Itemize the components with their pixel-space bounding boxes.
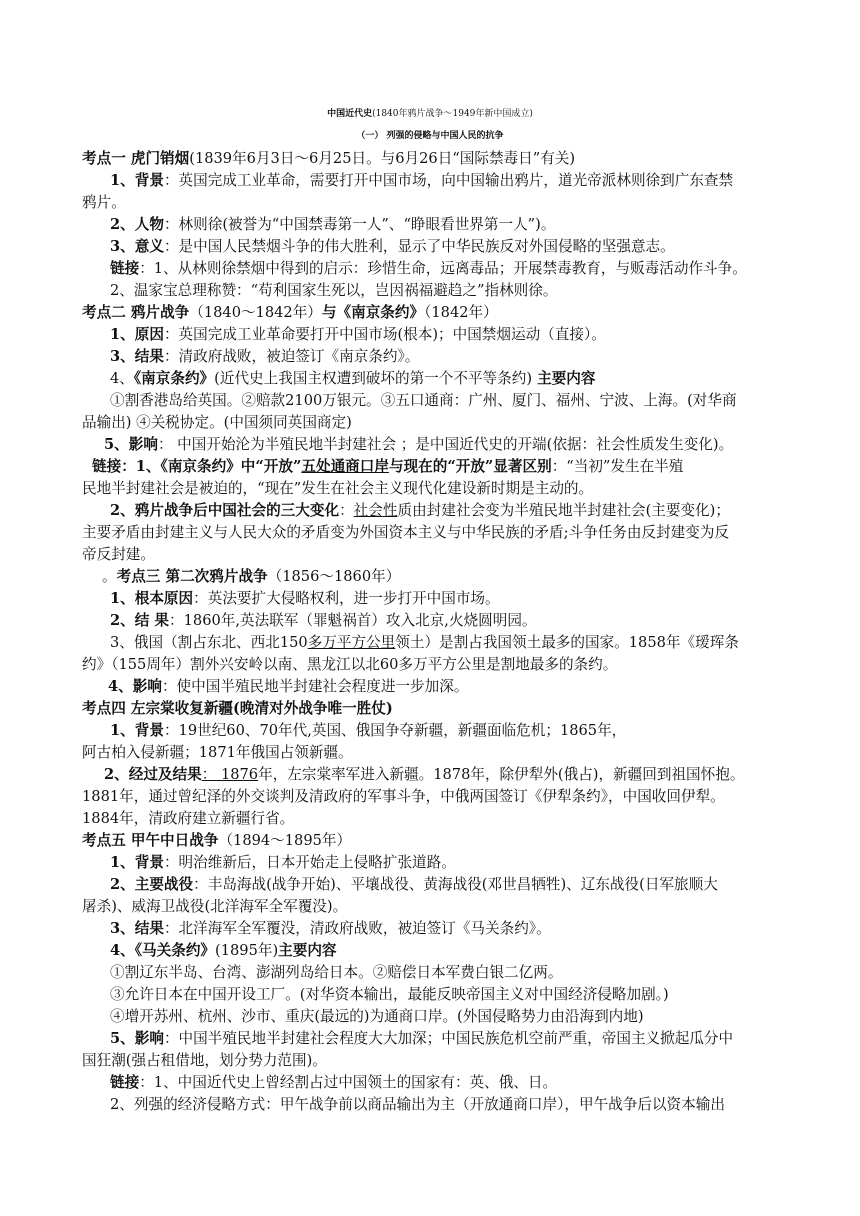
k1-bg-text: ：英国完成工业革命，需要打开中国市场，向中国输出鸦片，道光帝派林则徐到广东查禁: [163, 172, 734, 189]
k5-background: [110, 853, 456, 873]
k2-treaty-label: 《南京条约》: [133, 370, 215, 387]
section-heading: （一） 列强的侵略与中国人民的抗争: [356, 131, 504, 141]
k5-link1: [110, 1073, 557, 1093]
k5-battles: [110, 875, 718, 895]
k1-person: [110, 215, 555, 235]
k4-course-text: 年，左宗棠率军进入新疆。1878年，除伊犁外(俄占)，新疆回到祖国怀抱。: [258, 766, 745, 783]
k5-impact: [110, 1029, 733, 1049]
k4-bg-cont: 阿古柏入侵新疆；1871年俄国占领新疆。: [82, 744, 353, 761]
k1-heading-rest: (1839年6月3日～6月25日。与6月26日“国际禁毒日”有关): [189, 150, 576, 167]
k3-root: [110, 589, 500, 609]
title-bold: 中国近代史: [327, 109, 373, 119]
k2-cause-text: ：英国完成工业革命要打开中国市场(根本)；中国禁烟运动（直接）。: [163, 326, 606, 343]
k3-heading-rest: （1856～1860年）: [267, 568, 401, 585]
k3-russia-pre: 3、俄国（割占东北、西北150: [110, 634, 308, 651]
k1-bg-cont: 鸦片。: [82, 194, 126, 211]
k2-link-cont: 民地半封建社会是被迫的，“现在”发生在社会主义现代化建设新时期是主动的。: [82, 480, 594, 497]
k5-battle-label: 2、主要战役: [110, 876, 194, 893]
k1-meaning: [110, 237, 675, 257]
k2-treaty-pre: 4、: [110, 370, 134, 387]
k2-treaty: [110, 369, 595, 389]
k1-meaning-label: 3、意义: [110, 238, 164, 255]
k5-heading-bold: 考点五 甲午中日战争: [82, 832, 219, 849]
k5-heading: [82, 831, 351, 851]
k2-link: [92, 457, 683, 477]
k2-heading-bold: 考点二 鸦片战争: [82, 304, 190, 321]
k1-person-text: ：林则徐(被誉为“中国禁毒第一人”、“睁眼看世界第一人”)。: [163, 216, 556, 233]
k2-treaty-items2: 品输出) ④关税协定。(中国须同英国商定): [82, 414, 352, 431]
k2-heading-mid: （1840～1842年）: [189, 304, 322, 321]
k2-link-underlined: 五处通商口岸: [301, 458, 389, 475]
k5-bg-text: ：明治维新后，日本开始走上侵略扩张道路。: [163, 854, 456, 871]
k3-heading: [102, 567, 400, 587]
k1-person-label: 2、人物: [110, 216, 164, 233]
k5-treaty: [110, 941, 337, 961]
k1-background: [110, 171, 733, 191]
k2-change-cont2: 帝反封建。: [82, 546, 155, 563]
k3-heading-bold: 考点三 第二次鸦片战争: [116, 568, 268, 585]
k1-bg-label: 1、背景: [110, 172, 164, 189]
k5-result-text: ：北洋海军全军覆没，清政府战败，被迫签订《马关条约》。: [163, 920, 551, 937]
k4-background: [110, 721, 626, 741]
k5-battle-cont: 屠杀)、威海卫战役(北洋海军全军覆没)。: [82, 898, 348, 915]
k5-impact-text: ：中国半殖民地半封建社会程度大大加深；中国民族危机空前严重，帝国主义掀起瓜分中: [163, 1030, 734, 1047]
k5-result-label: 3、结果: [110, 920, 164, 937]
k1-link1-text: ：1、从林则徐禁烟中得到的启示：珍惜生命，远离毒品；开展禁毒教育，与贩毒活动作斗争。: [139, 260, 747, 277]
k5-treaty-bold: 主要内容: [278, 942, 337, 959]
k4-course-underlined: ： 1876: [201, 766, 259, 783]
k4-bg-text: ：19世纪60、70年代,英国、俄国争夺新疆，新疆面临危机；1865年，: [163, 722, 627, 739]
k5-impact-cont: 国狂潮(强占租借地，划分势力范围)。: [82, 1052, 327, 1069]
k1-heading-bold: 考点一 虎门销烟: [82, 150, 190, 167]
k4-bg-label: 1、背景: [110, 722, 164, 739]
k4-heading: 考点四 左宗棠收复新疆(晚清对外战争唯一胜仗): [82, 700, 393, 717]
k5-result: [110, 919, 551, 939]
k2-change-label: 2、鸦片战争后中国社会的三大变化: [110, 502, 340, 519]
k3-course: [110, 611, 537, 631]
k3-root-text: ：英法要扩大侵略权利，进一步打开中国市场。: [193, 590, 500, 607]
k1-link-label: 链接: [110, 260, 140, 277]
k2-change: [110, 501, 730, 521]
k3-russia-post: 领土）是割占我国领土最多的国家。1858年《瑷珲条: [395, 634, 739, 651]
k2-heading-bold2: 与《南京条约》: [321, 304, 425, 321]
k3-russia-underlined: 多万平方公里: [307, 634, 396, 651]
k2-cause-label: 1、原因: [110, 326, 164, 343]
k5-impact-label: 5、影响: [110, 1030, 164, 1047]
k5-treaty-pre: 4、《马关条约》: [110, 942, 216, 959]
k2-link-text: ：“当初”发生在半殖: [551, 458, 684, 475]
k2-change-cont: 主要矛盾由封建主义与人民大众的矛盾变为外国资本主义与中华民族的矛盾;斗争任务由反封建变为反: [82, 524, 730, 541]
k2-link-bold-end: 与现在的“开放”显著区别: [388, 458, 552, 475]
k5-heading-rest: （1894～1895年）: [218, 832, 352, 849]
k4-course-cont: 1881年，通过曾纪泽的外交谈判及清政府的军事斗争，中俄两国签订《伊犁条约》，中国收回伊犁。: [82, 788, 725, 805]
k2-treaty-items: ①割香港岛给英国。②赔款2100万银元。③五口通商：广州、厦门、福州、宁波、上海。(对华商: [110, 392, 737, 409]
k4-course-cont2: 1884年，清政府建立新疆行省。: [82, 810, 295, 827]
k1-meaning-text: ：是中国人民禁烟斗争的伟大胜利，显示了中华民族反对外国侵略的坚强意志。: [163, 238, 675, 255]
k2-heading: [82, 303, 498, 323]
k3-root-label: 1、根本原因: [110, 590, 194, 607]
k2-link-label: 链接：1、《南京条约》中“开放”: [92, 458, 302, 475]
k5-link2: 2、列强的经济侵略方式：甲午战争前以商品输出为主（开放通商口岸），甲午战争后以资本输出: [110, 1096, 725, 1113]
k2-change-underlined: 社会性: [353, 502, 398, 519]
k2-change-colon: ：: [339, 502, 354, 519]
k3-impact-text: ：使中国半殖民地半封建社会程度进一步加深。: [161, 678, 469, 695]
k5-treaty-mid: (1895年): [215, 942, 279, 959]
k2-result-label: 3、结果: [110, 348, 164, 365]
k3-lead: 。: [102, 568, 117, 585]
k2-heading-end: （1842年）: [424, 304, 498, 321]
k1-link1: [110, 259, 747, 279]
k3-course-label: 2、结 果: [110, 612, 170, 629]
k2-treaty-bold: 主要内容: [532, 370, 596, 387]
k5-item1: ①割辽东半岛、台湾、澎湖列岛给日本。②赔偿日本军费白银二亿两。: [110, 964, 563, 981]
k1-link2: 2、温家宝总理称赞：“苟利国家生死以，岂因祸福避趋之”指林则徐。: [110, 282, 558, 299]
k2-impact-label: 5、影响: [104, 436, 158, 453]
k3-russia: [110, 633, 739, 653]
k5-bg-label: 1、背景: [110, 854, 164, 871]
k2-treaty-mid: (近代史上我国主权遭到破坏的第一个不平等条约): [214, 370, 533, 387]
k4-course-label: 2、经过及结果: [104, 766, 202, 783]
k2-result: [110, 347, 419, 367]
k5-battle-text: ：丰岛海战(战争开始)、平壤战役、黄海战役(邓世昌牺牲)、辽东战役(日军旅顺大: [193, 876, 718, 893]
k2-result-text: ：清政府战败，被迫签订《南京条约》。: [163, 348, 420, 365]
k1-heading: [82, 149, 575, 169]
k5-item4: ④增开苏州、杭州、沙市、重庆(最远的)为通商口岸。(外国侵略势力由沿海到内地): [110, 1008, 644, 1025]
k2-impact-text: ： 中国开始沦为半殖民地半封建社会 ；是中国近代史的开端(依据：社会性质发生变化)。: [157, 436, 734, 453]
k2-cause: [110, 325, 606, 345]
title-rest: (1840年鸦片战争～1949年新中国成立): [372, 109, 533, 119]
k2-change-text: 质由封建社会变为半殖民地半封建社会(主要变化)；: [397, 502, 730, 519]
k3-impact-label: 4、影响: [108, 678, 162, 695]
k3-course-text: ：1860年,英法联军（罪魁祸首）攻入北京,火烧圆明园。: [169, 612, 537, 629]
k5-link1-text: ：1、中国近代史上曾经割占过中国领土的国家有：英、俄、日。: [139, 1074, 558, 1091]
k2-impact: [104, 435, 733, 455]
k5-item3: ③允许日本在中国开设工厂。(对华资本输出，最能反映帝国主义对中国经济侵略加剧。): [110, 986, 669, 1003]
k3-impact: [108, 677, 468, 697]
k4-course: [104, 765, 744, 785]
document-title: [0, 104, 860, 124]
k3-russia-cont: 约》（155周年）割外兴安岭以南、黑龙江以北60多万平方公里是割地最多的条约。: [82, 656, 618, 673]
k5-link-label: 链接: [110, 1074, 140, 1091]
